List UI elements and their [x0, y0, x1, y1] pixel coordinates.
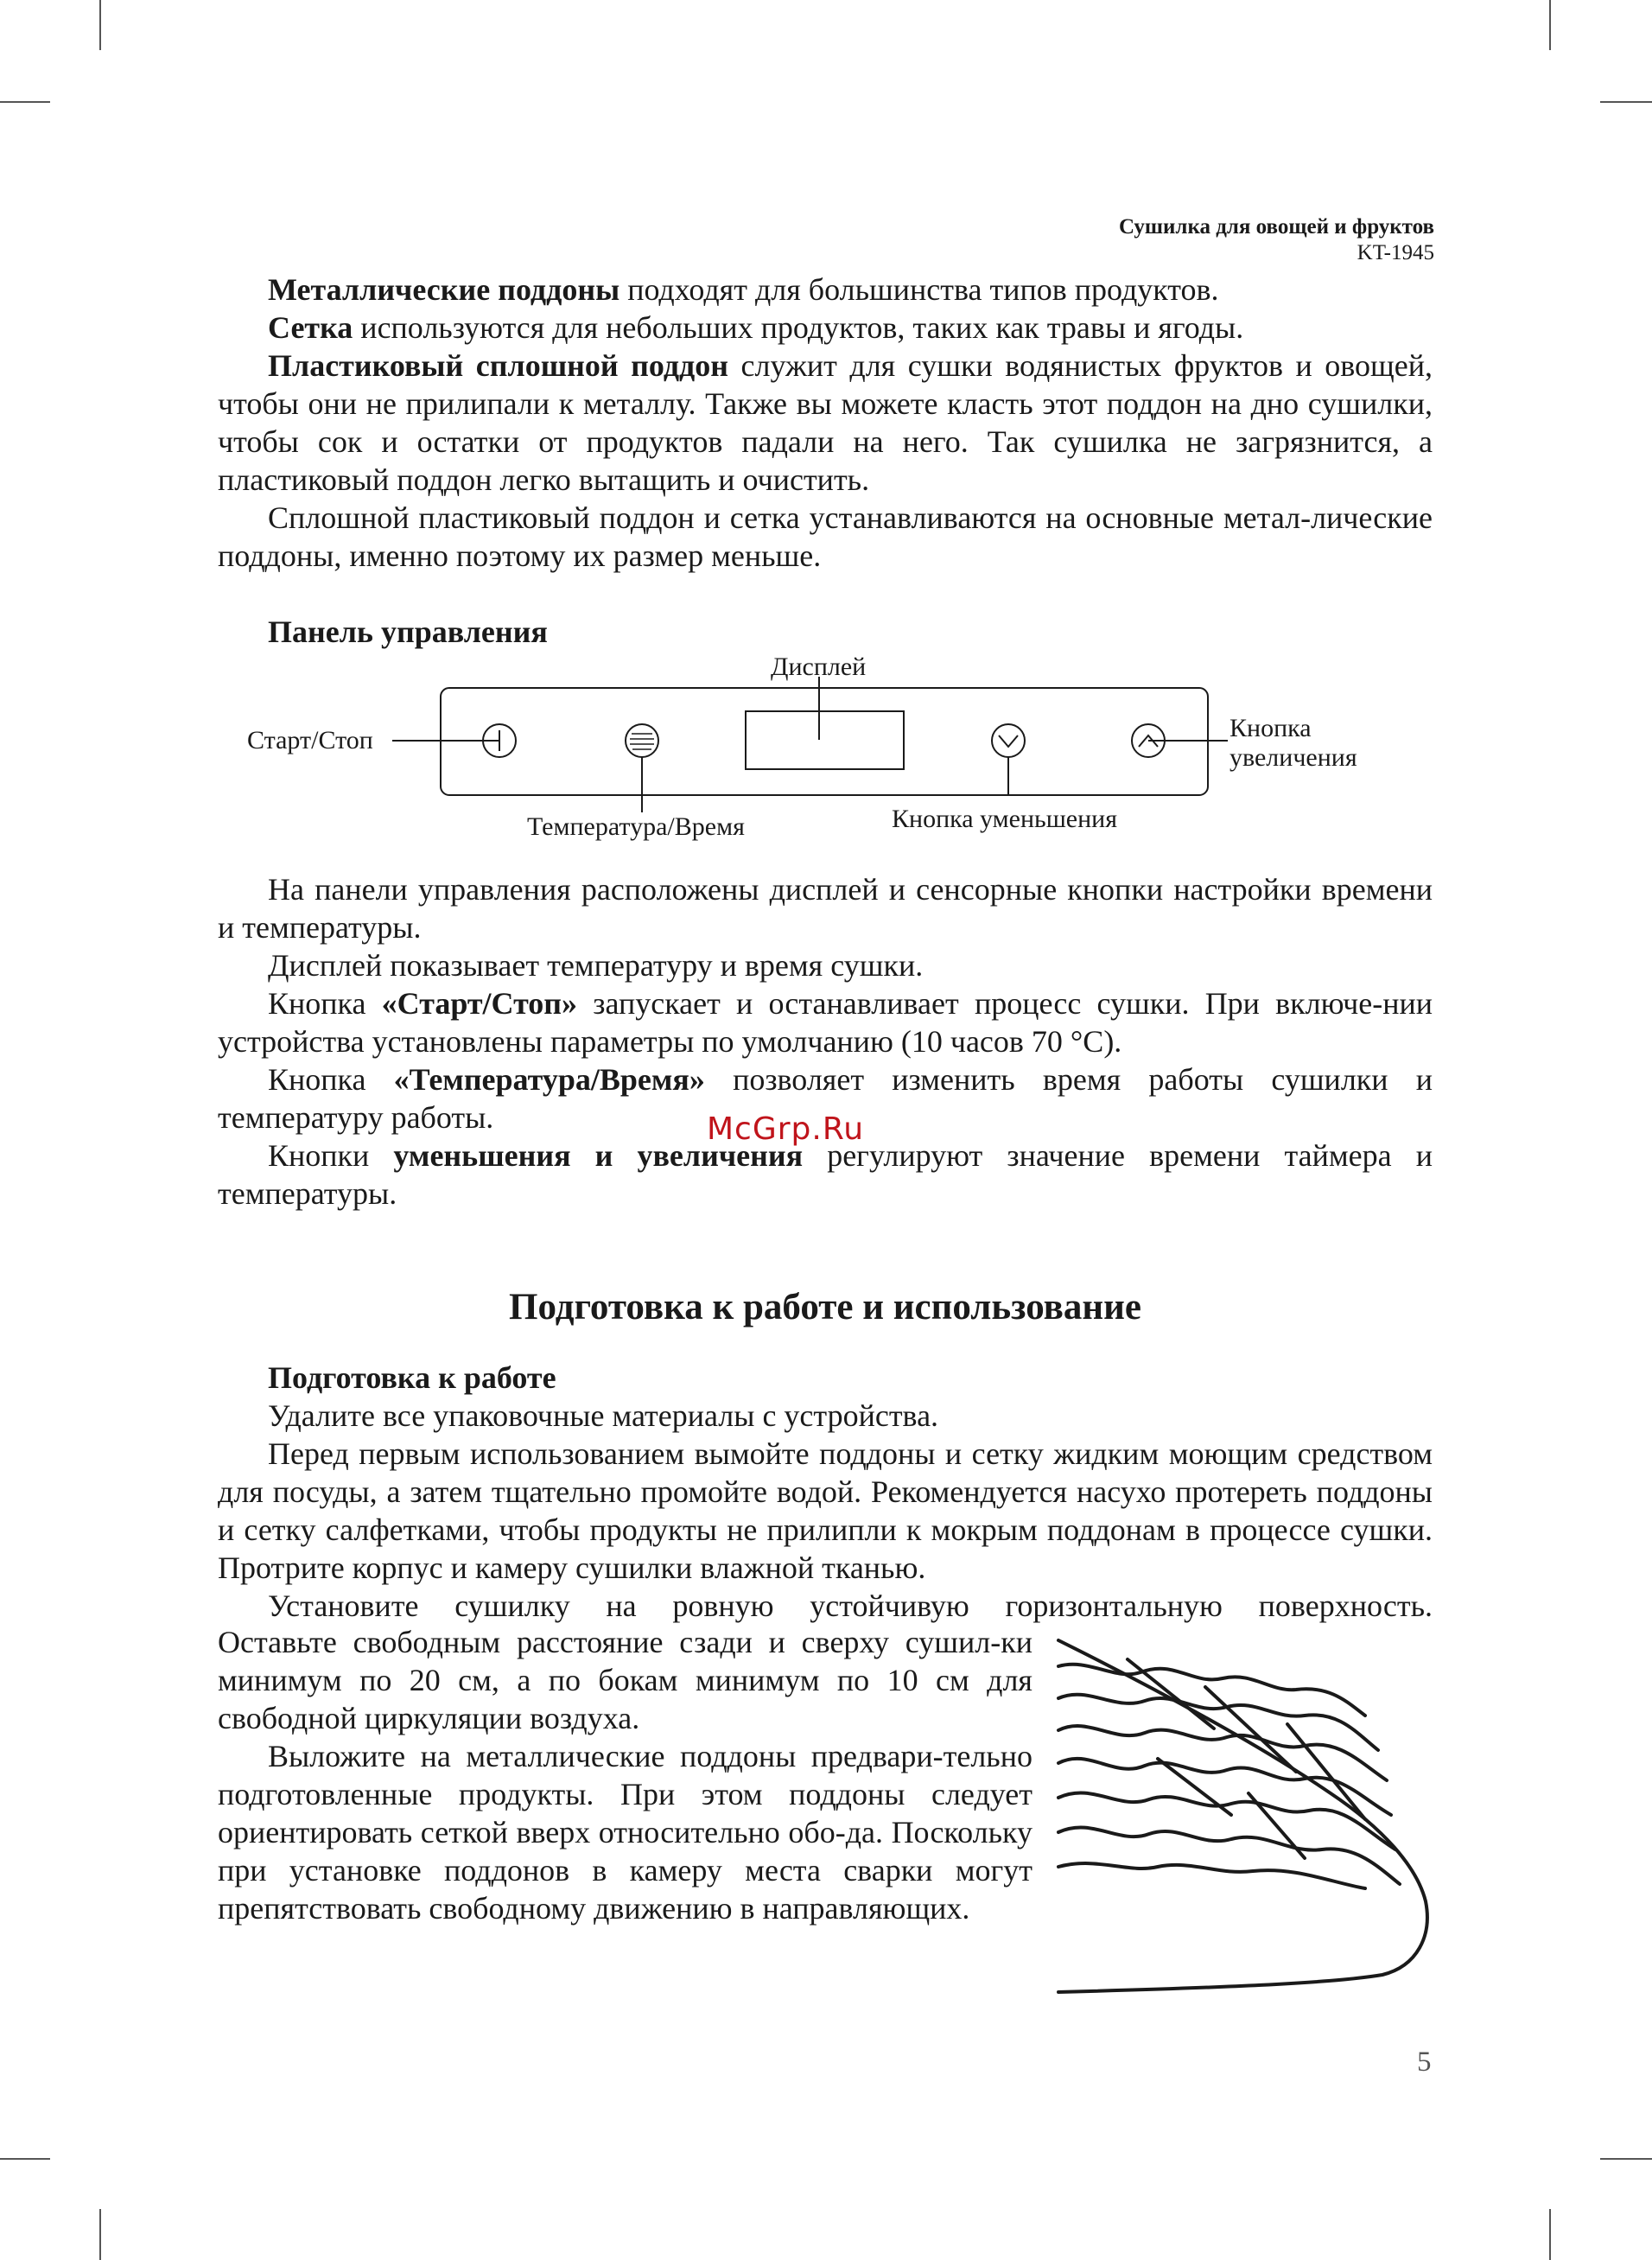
crop-mark	[0, 2158, 50, 2160]
page-number: 5	[1417, 2047, 1432, 2078]
header-model: KT-1945	[1357, 241, 1434, 264]
chevron-down-icon	[992, 724, 1025, 757]
paragraph: Сетка используются для небольших продуктов, таких как травы и ягоды.	[268, 310, 1244, 345]
paragraph: Кнопки уменьшения и увеличения регулируют значение времени таймера и температуры.	[218, 1138, 1433, 1211]
paragraph: Кнопка «Температура/Время» позволяет изменить время работы сушилки и температуру работы.	[218, 1062, 1433, 1135]
panel-heading: Панель управления	[268, 614, 548, 649]
paragraph: Установите сушилку на ровную устойчивую горизонтальную поверхность.	[268, 1588, 1433, 1623]
paragraph: Оставьте свободным расстояние сзади и сверху сушил-ки минимум по 20 см, а по бокам минимум по 10 см для свободной циркуляции воздуха.	[218, 1625, 1032, 1735]
label-display: Дисплей	[771, 653, 867, 681]
label-minus: Кнопка уменьшения	[892, 805, 1118, 833]
paragraph: Перед первым использованием вымойте поддоны и сетку жидким моющим средством для посуды, а затем тщательно промойте водой. Рекомендуется насухо протереть поддоны и сетку салфетками, чтобы продукты не прилипли к мокрым поддонам в процессе сушки. Протрите корпус и камеру сушилки влажной тканью.	[218, 1436, 1433, 1585]
display-window	[746, 711, 904, 769]
section-preparation-wrapped	[218, 1623, 1032, 1927]
term-plastic-tray: Пластиковый сплошной поддон	[268, 348, 728, 383]
label-start-stop: Старт/Стоп	[247, 726, 373, 754]
watermark: McGrp.Ru	[707, 1111, 865, 1147]
paragraph: Выложите на металлические поддоны предвари-тельно подготовленные продукты. При этом поддоны следует ориентировать сеткой вверх относительно обо-да. Поскольку при установке поддонов в камеру места сварки могут препятствовать свободному движению в направляющих.	[218, 1739, 1032, 1926]
paragraph: Кнопка «Старт/Стоп» запускает и останавливает процесс сушки. При включе-нии устройства установлены параметры по умолчанию (10 часов 70 °С).	[218, 986, 1433, 1059]
panel-outline	[441, 688, 1208, 795]
header-product: Сушилка для овощей и фруктов	[1118, 215, 1434, 239]
section-title: Подготовка к работе и использование	[509, 1287, 1141, 1327]
paragraph: Удалите все упаковочные материалы с устройства.	[268, 1398, 939, 1433]
section-preparation	[218, 1397, 1433, 1625]
paragraph: Пластиковый сплошной поддон служит для сушки водянистых фруктов и овощей, чтобы они не прилипали к металлу. Также вы можете класть этот поддон на дно сушилки, чтобы сок и остатки от продуктов падали на него. Так сушилка не загрязнится, а пластиковый поддон легко вытащить и очистить.	[218, 348, 1433, 497]
paragraph: Сплошной пластиковый поддон и сетка устанавливаются на основные метал-лические поддоны, именно поэтому их размер меньше.	[218, 500, 1433, 573]
label-plus: Кнопка увеличения	[1229, 714, 1357, 772]
section-panel-description	[218, 870, 1433, 1213]
paragraph: На панели управления расположены дисплей и сенсорные кнопки настройки времени и температуры.	[218, 872, 1433, 945]
paragraph: Металлические поддоны подходят для большинства типов продуктов.	[268, 272, 1219, 307]
crop-mark	[1549, 2209, 1551, 2260]
paragraph: Дисплей показывает температуру и время сушки.	[268, 948, 924, 983]
term-mesh: Сетка	[268, 310, 353, 345]
label-temp-time: Температура/Время	[527, 812, 745, 841]
crop-mark	[99, 2209, 101, 2260]
subheading-preparation: Подготовка к работе	[268, 1360, 556, 1395]
temp-time-icon	[626, 724, 658, 757]
term-metal-trays: Металлические поддоны	[268, 272, 620, 307]
crop-mark	[1600, 2158, 1652, 2160]
tray-illustration	[1045, 1633, 1443, 1996]
